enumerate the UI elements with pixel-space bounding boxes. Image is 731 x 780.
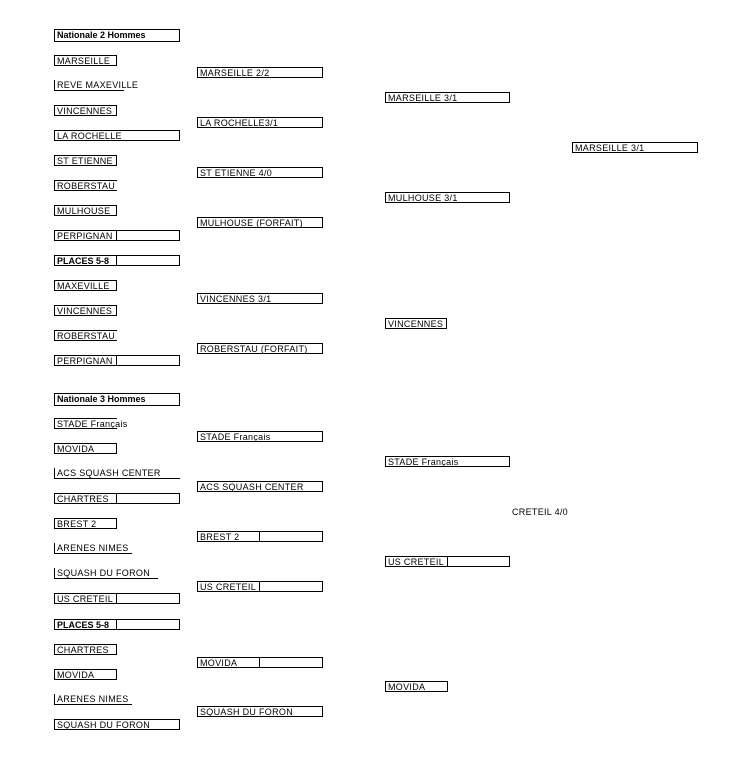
n3-r1-team-8: US CRETEIL	[54, 593, 180, 604]
n3-places-team-4: SQUASH DU FORON	[54, 719, 180, 730]
n2-r3-places-result-1: VINCENNES	[385, 318, 447, 329]
n3-r2-result-4: US CRETEIL	[197, 581, 323, 592]
n2-r1-team-2: REVE MAXEVILLE	[54, 80, 124, 91]
n3-cell-divider	[116, 593, 117, 604]
n2-places-team-1: MAXEVILLE	[54, 280, 117, 291]
n3-cell-divider	[259, 581, 260, 592]
n3-places-label: PLACES 5-8	[54, 619, 180, 630]
n3-r1-team-7: SQUASH DU FORON	[54, 568, 158, 579]
n3-r2-result-1: STADE Français	[197, 431, 323, 442]
n3-cell-divider	[259, 657, 260, 668]
n3-places-team-3: ARENES NIMES	[54, 694, 132, 705]
n3-cell-divider	[116, 619, 117, 630]
n2-places-team-4: PERPIGNAN	[54, 355, 180, 366]
n2-r3-result-2: MULHOUSE 3/1	[385, 192, 510, 203]
n3-places-team-1: CHARTRES	[54, 644, 117, 655]
n3-r3-result-1: STADE Français	[385, 456, 510, 467]
n3-r3-places-result-1: MOVIDA	[385, 681, 448, 692]
n2-r1-team-4: LA ROCHELLE	[54, 130, 180, 141]
n3-cell-divider	[447, 556, 448, 567]
n2-r2-result-2: LA ROCHELLE3/1	[197, 117, 323, 128]
n2-places-team-2: VINCENNES	[54, 305, 117, 316]
n2-cell-divider	[116, 255, 117, 266]
n2-cell-divider	[116, 230, 117, 241]
n2-r2-result-1: MARSEILLE 2/2	[197, 67, 323, 78]
n3-r2-result-2: ACS SQUASH CENTER	[197, 481, 323, 492]
n2-cell-divider	[116, 355, 117, 366]
n3-r3-result-2: US CRETEIL	[385, 556, 510, 567]
n2-r1-team-6: ROBERSTAU	[54, 180, 117, 191]
n3-r1-team-6: ARENES NIMES	[54, 543, 132, 554]
n2-r1-team-1: MARSEILLE	[54, 55, 117, 66]
n3-title: Nationale 3 Hommes	[54, 393, 180, 406]
n3-r1-team-3: ACS SQUASH CENTER	[54, 468, 180, 479]
n2-r1-team-7: MULHOUSE	[54, 205, 117, 216]
n2-r1-team-8: PERPIGNAN	[54, 230, 180, 241]
n3-cell-divider	[259, 531, 260, 542]
n3-places-team-2: MOVIDA	[54, 669, 117, 680]
n3-r2-result-3: BREST 2	[197, 531, 323, 542]
n3-r1-team-5: BREST 2	[54, 518, 117, 529]
n2-r1-team-3: VINCENNES	[54, 105, 117, 116]
n2-places-team-3: ROBERSTAU	[54, 330, 117, 341]
n3-r1-team-4: CHARTRES	[54, 493, 180, 504]
n3-r1-team-1: STADE Français	[54, 418, 117, 429]
n3-final-result: CRETEIL 4/0	[512, 507, 568, 517]
n3-cell-divider	[116, 493, 117, 504]
n2-r3-result-1: MARSEILLE 3/1	[385, 92, 510, 103]
n2-final-result: MARSEILLE 3/1	[572, 142, 698, 153]
n3-r2-places-result-1: MOVIDA	[197, 657, 323, 668]
n2-r2-result-3: ST ETIENNE 4/0	[197, 167, 323, 178]
n2-r2-places-result-2: ROBERSTAU (FORFAIT)	[197, 343, 323, 354]
n2-title: Nationale 2 Hommes	[54, 29, 180, 42]
n2-r1-team-5: ST ETIENNE	[54, 155, 117, 166]
n3-r1-team-2: MOVIDA	[54, 443, 117, 454]
n2-r2-places-result-1: VINCENNES 3/1	[197, 293, 323, 304]
n3-r2-places-result-2: SQUASH DU FORON	[197, 706, 323, 717]
n2-r2-result-4: MULHOUSE (FORFAIT)	[197, 217, 323, 228]
n2-places-label: PLACES 5-8	[54, 255, 180, 266]
